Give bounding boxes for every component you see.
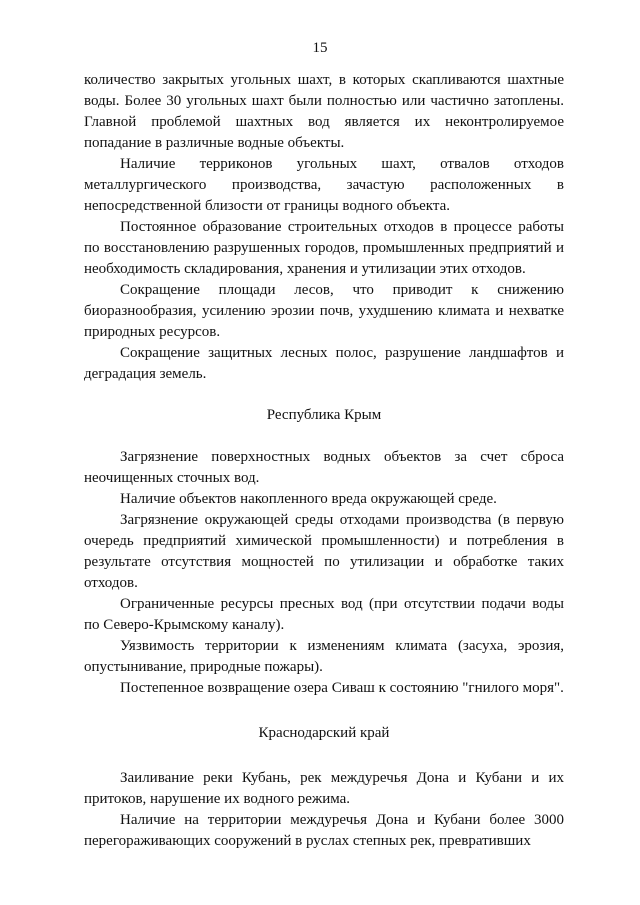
page-number: 15 [312, 40, 328, 56]
paragraph: Сокращение площади лесов, что приводит к снижению биоразнообразия, усилению эрозии почв, ухудшению климата и нехватке природных ресурсов. [84, 282, 564, 340]
paragraph: Постепенное возвращение озера Сиваш к состоянию "гнилого моря". [120, 680, 564, 696]
paragraph: Сокращение защитных лесных полос, разрушение ландшафтов и деградация земель. [84, 345, 564, 382]
paragraph: Загрязнение поверхностных водных объектов за счет сброса неочищенных сточных вод. [84, 449, 564, 486]
document-body [84, 70, 564, 852]
paragraph: количество закрытых угольных шахт, в которых скапливаются шахтные воды. Более 30 угольных шахт были полностью или частично затоплены. Главной проблемой шахтных вод является их неконтролируемое попадание в различные водные объекты. [84, 72, 564, 151]
paragraph: Заиливание реки Кубань, рек междуречья Дона и Кубани и их притоков, нарушение их водного режима. [84, 770, 564, 807]
paragraph: Загрязнение окружающей среды отходами производства (в первую очередь предприятий химической промышленности) и потребления в результате отсутствия мощностей по утилизации и обработке таких отходов. [84, 512, 564, 591]
paragraph: Наличие объектов накопленного вреда окружающей среде. [120, 491, 497, 507]
paragraph: Постоянное образование строительных отходов в процессе работы по восстановлению разрушенных городов, промышленных предприятий и необходимость складирования, хранения и утилизации этих отходов. [84, 219, 564, 277]
paragraph: Уязвимость территории к изменениям климата (засуха, эрозия, опустынивание, природные пожары). [84, 638, 564, 675]
paragraph: Наличие на территории междуречья Дона и Кубани более 3000 перегораживающих сооружений в руслах степных рек, превративших [84, 812, 564, 849]
section-heading-krasnodar: Краснодарский край [258, 725, 390, 741]
section-heading-crimea: Республика Крым [266, 407, 382, 423]
paragraph: Наличие терриконов угольных шахт, отвалов отходов металлургического производства, зачастую расположенных в непосредственной близости от границы водного объекта. [84, 156, 564, 214]
paragraph: Ограниченные ресурсы пресных вод (при отсутствии подачи воды по Северо-Крымскому каналу). [84, 596, 564, 633]
